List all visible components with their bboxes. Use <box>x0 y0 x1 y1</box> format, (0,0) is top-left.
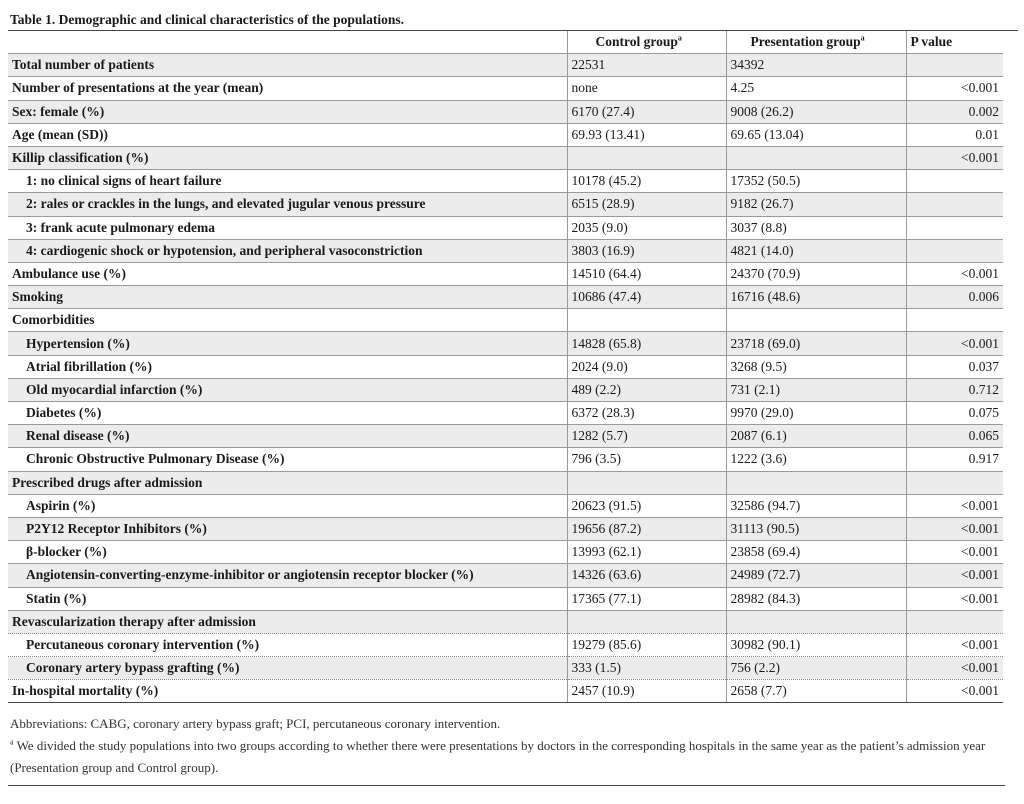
cell-p-value: 0.01 <box>906 123 1003 146</box>
cell-presentation-group: 1222 (3.6) <box>726 448 906 471</box>
footnotes <box>8 703 1005 786</box>
cell-presentation-group <box>726 610 906 633</box>
row-label: Sex: female (%) <box>8 100 567 123</box>
cell-p-value <box>906 54 1003 77</box>
cell-p-value: <0.001 <box>906 146 1003 169</box>
cell-control-group: 6515 (28.9) <box>567 193 726 216</box>
table-row <box>8 100 1003 123</box>
cell-presentation-group: 731 (2.1) <box>726 378 906 401</box>
header-presentation-marker: a <box>860 33 865 43</box>
table-row <box>8 239 1003 262</box>
table-header-row <box>8 31 1003 54</box>
table-row <box>8 193 1003 216</box>
cell-p-value <box>906 170 1003 193</box>
header-p-value: P value <box>906 31 1003 54</box>
header-label <box>8 31 567 54</box>
table-row <box>8 680 1003 703</box>
row-label: Old myocardial infarction (%) <box>8 378 567 401</box>
cell-p-value: <0.001 <box>906 657 1003 680</box>
cell-p-value: <0.001 <box>906 541 1003 564</box>
table-row <box>8 471 1003 494</box>
cell-presentation-group: 9008 (26.2) <box>726 100 906 123</box>
row-label: Number of presentations at the year (mean) <box>8 77 567 100</box>
header-control-group <box>567 31 726 54</box>
cell-p-value: 0.002 <box>906 100 1003 123</box>
row-label: Diabetes (%) <box>8 402 567 425</box>
cell-presentation-group: 2087 (6.1) <box>726 425 906 448</box>
cell-control-group: 10178 (45.2) <box>567 170 726 193</box>
table-row <box>8 262 1003 285</box>
table-row <box>8 355 1003 378</box>
row-label: P2Y12 Receptor Inhibitors (%) <box>8 517 567 540</box>
cell-presentation-group: 28982 (84.3) <box>726 587 906 610</box>
cell-p-value <box>906 610 1003 633</box>
cell-presentation-group: 32586 (94.7) <box>726 494 906 517</box>
cell-p-value: <0.001 <box>906 680 1003 703</box>
cell-p-value: <0.001 <box>906 587 1003 610</box>
row-label: Age (mean (SD)) <box>8 123 567 146</box>
cell-p-value: <0.001 <box>906 77 1003 100</box>
cell-presentation-group <box>726 309 906 332</box>
table-row <box>8 425 1003 448</box>
row-label: 2: rales or crackles in the lungs, and elevated jugular venous pressure <box>8 193 567 216</box>
table-row <box>8 610 1003 633</box>
cell-presentation-group: 23858 (69.4) <box>726 541 906 564</box>
row-label: Percutaneous coronary intervention (%) <box>8 633 567 656</box>
cell-p-value <box>906 193 1003 216</box>
cell-presentation-group: 9182 (26.7) <box>726 193 906 216</box>
cell-presentation-group: 30982 (90.1) <box>726 633 906 656</box>
cell-p-value <box>906 239 1003 262</box>
cell-p-value: <0.001 <box>906 494 1003 517</box>
row-label: 4: cardiogenic shock or hypotension, and peripheral vasoconstriction <box>8 239 567 262</box>
table-row <box>8 123 1003 146</box>
row-label: In-hospital mortality (%) <box>8 680 567 703</box>
footnote-a-text: We divided the study populations into two groups according to whether there were presentations by doctors in the corresponding hospitals in the same year as the patient’s admission year (Presentation group and Control group). <box>10 738 986 776</box>
cell-p-value: 0.712 <box>906 378 1003 401</box>
table-row <box>8 657 1003 680</box>
cell-p-value: 0.917 <box>906 448 1003 471</box>
row-label: Renal disease (%) <box>8 425 567 448</box>
table-row <box>8 216 1003 239</box>
cell-control-group: 2457 (10.9) <box>567 680 726 703</box>
table-row <box>8 448 1003 471</box>
table-row <box>8 633 1003 656</box>
header-control-text: Control group <box>595 34 678 50</box>
cell-presentation-group: 9970 (29.0) <box>726 402 906 425</box>
cell-control-group: none <box>567 77 726 100</box>
cell-control-group <box>567 610 726 633</box>
row-label: Revascularization therapy after admission <box>8 610 567 633</box>
cell-control-group: 22531 <box>567 54 726 77</box>
table-row <box>8 309 1003 332</box>
cell-presentation-group: 34392 <box>726 54 906 77</box>
cell-presentation-group: 31113 (90.5) <box>726 517 906 540</box>
table-row <box>8 54 1003 77</box>
header-presentation-text: Presentation group <box>750 34 861 50</box>
row-label: Killip classification (%) <box>8 146 567 169</box>
cell-presentation-group: 24370 (70.9) <box>726 262 906 285</box>
row-label: Comorbidities <box>8 309 567 332</box>
table-row <box>8 332 1003 355</box>
cell-p-value: <0.001 <box>906 564 1003 587</box>
cell-p-value: <0.001 <box>906 332 1003 355</box>
cell-control-group <box>567 309 726 332</box>
cell-presentation-group: 16716 (48.6) <box>726 286 906 309</box>
cell-control-group: 10686 (47.4) <box>567 286 726 309</box>
table-row <box>8 541 1003 564</box>
cell-control-group: 6170 (27.4) <box>567 100 726 123</box>
cell-control-group: 14828 (65.8) <box>567 332 726 355</box>
table-row <box>8 378 1003 401</box>
footnote-abbreviations: Abbreviations: CABG, coronary artery bypass graft; PCI, percutaneous coronary intervention. <box>10 716 501 732</box>
cell-presentation-group: 3037 (8.8) <box>726 216 906 239</box>
cell-presentation-group <box>726 146 906 169</box>
row-label: Chronic Obstructive Pulmonary Disease (%) <box>8 448 567 471</box>
row-label: Statin (%) <box>8 587 567 610</box>
row-label: Hypertension (%) <box>8 332 567 355</box>
cell-p-value: <0.001 <box>906 262 1003 285</box>
row-label: 1: no clinical signs of heart failure <box>8 170 567 193</box>
footnote-marker: a <box>10 738 14 748</box>
cell-p-value <box>906 309 1003 332</box>
table-body <box>8 54 1003 703</box>
cell-p-value: 0.075 <box>906 402 1003 425</box>
row-label: Prescribed drugs after admission <box>8 471 567 494</box>
cell-control-group: 17365 (77.1) <box>567 587 726 610</box>
cell-control-group <box>567 471 726 494</box>
cell-control-group: 1282 (5.7) <box>567 425 726 448</box>
cell-presentation-group: 3268 (9.5) <box>726 355 906 378</box>
cell-presentation-group <box>726 471 906 494</box>
table-row <box>8 494 1003 517</box>
cell-control-group: 13993 (62.1) <box>567 541 726 564</box>
cell-control-group: 333 (1.5) <box>567 657 726 680</box>
cell-p-value: <0.001 <box>906 633 1003 656</box>
header-control-marker: a <box>677 33 682 43</box>
row-label: β-blocker (%) <box>8 541 567 564</box>
row-label: Aspirin (%) <box>8 494 567 517</box>
cell-presentation-group: 17352 (50.5) <box>726 170 906 193</box>
row-label: Coronary artery bypass grafting (%) <box>8 657 567 680</box>
cell-control-group: 19279 (85.6) <box>567 633 726 656</box>
cell-p-value: <0.001 <box>906 517 1003 540</box>
row-label: 3: frank acute pulmonary edema <box>8 216 567 239</box>
table-row <box>8 517 1003 540</box>
cell-control-group: 14510 (64.4) <box>567 262 726 285</box>
table-row <box>8 77 1003 100</box>
cell-control-group: 6372 (28.3) <box>567 402 726 425</box>
table-row <box>8 286 1003 309</box>
cell-control-group: 796 (3.5) <box>567 448 726 471</box>
cell-control-group: 2024 (9.0) <box>567 355 726 378</box>
cell-presentation-group: 756 (2.2) <box>726 657 906 680</box>
row-label: Ambulance use (%) <box>8 262 567 285</box>
cell-p-value <box>906 216 1003 239</box>
header-presentation-group <box>726 31 906 54</box>
table-row <box>8 170 1003 193</box>
cell-control-group: 19656 (87.2) <box>567 517 726 540</box>
row-label: Total number of patients <box>8 54 567 77</box>
cell-p-value <box>906 471 1003 494</box>
table-row <box>8 587 1003 610</box>
cell-control-group: 69.93 (13.41) <box>567 123 726 146</box>
cell-presentation-group: 4821 (14.0) <box>726 239 906 262</box>
cell-p-value: 0.065 <box>906 425 1003 448</box>
cell-p-value: 0.037 <box>906 355 1003 378</box>
cell-control-group: 3803 (16.9) <box>567 239 726 262</box>
footnote-a <box>10 735 1005 779</box>
table-row <box>8 402 1003 425</box>
cell-presentation-group: 69.65 (13.04) <box>726 123 906 146</box>
cell-p-value: 0.006 <box>906 286 1003 309</box>
cell-presentation-group: 2658 (7.7) <box>726 680 906 703</box>
table-container <box>8 0 1018 786</box>
table-row <box>8 146 1003 169</box>
cell-control-group: 489 (2.2) <box>567 378 726 401</box>
cell-control-group <box>567 146 726 169</box>
cell-presentation-group: 24989 (72.7) <box>726 564 906 587</box>
cell-control-group: 14326 (63.6) <box>567 564 726 587</box>
cell-presentation-group: 4.25 <box>726 77 906 100</box>
table-caption: Table 1. Demographic and clinical characteristics of the populations. <box>8 10 1018 31</box>
cell-control-group: 2035 (9.0) <box>567 216 726 239</box>
table-row <box>8 564 1003 587</box>
characteristics-table <box>8 31 1003 703</box>
cell-control-group: 20623 (91.5) <box>567 494 726 517</box>
row-label: Smoking <box>8 286 567 309</box>
row-label: Atrial fibrillation (%) <box>8 355 567 378</box>
cell-presentation-group: 23718 (69.0) <box>726 332 906 355</box>
row-label: Angiotensin-converting-enzyme-inhibitor or angiotensin receptor blocker (%) <box>8 564 567 587</box>
